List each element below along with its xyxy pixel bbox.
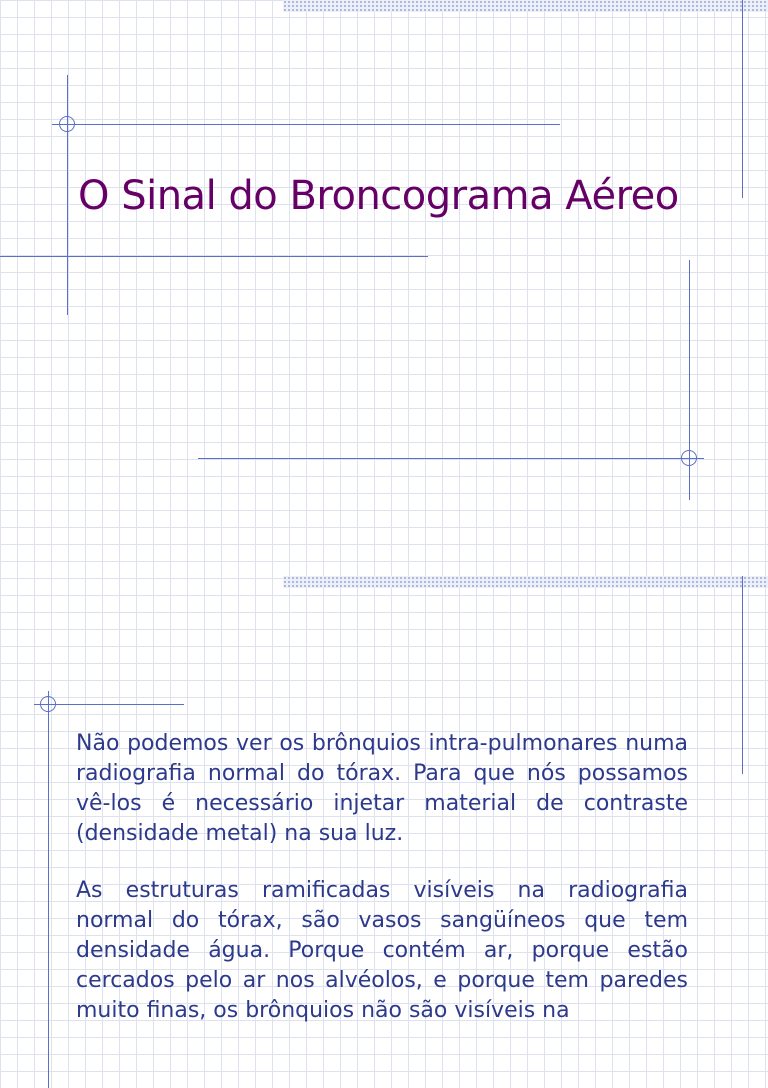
paragraph-2: As estruturas ramificadas visíveis na radiografia normal do tórax, são vasos sangüíneos que tem densidade água. Porque contém ar, porque estão cercados pelo ar nos alvéolos, e porque tem paredes muito finas, os brônquios não são visíveis na [76, 878, 688, 1023]
top-horizontal-line [52, 124, 560, 125]
right-edge-line [742, 576, 743, 774]
top-dotted-bar [283, 0, 768, 12]
bottom-horizontal-line [198, 458, 704, 459]
left-vertical-line [67, 75, 68, 315]
slide-content [0, 576, 768, 1088]
slide-title-text: O Sinal do Broncograma Aéreo [78, 173, 679, 219]
crosshair-circle-top-left [40, 696, 56, 712]
crosshair-circle-top-left [59, 116, 75, 132]
top-horizontal-line [34, 704, 184, 705]
title-underline [0, 256, 428, 257]
slide-title [0, 0, 768, 512]
paragraph-1: Não podemos ver os brônquios intra-pulmonares numa radiografia normal do tórax. Para que nós possamos vê-los é necessário injetar material de contraste (densidade metal) na sua luz. [76, 731, 688, 846]
left-vertical-line [48, 691, 49, 1088]
crosshair-circle-bottom-right [681, 450, 697, 466]
right-edge-line [742, 0, 743, 198]
top-dotted-bar [283, 576, 768, 588]
